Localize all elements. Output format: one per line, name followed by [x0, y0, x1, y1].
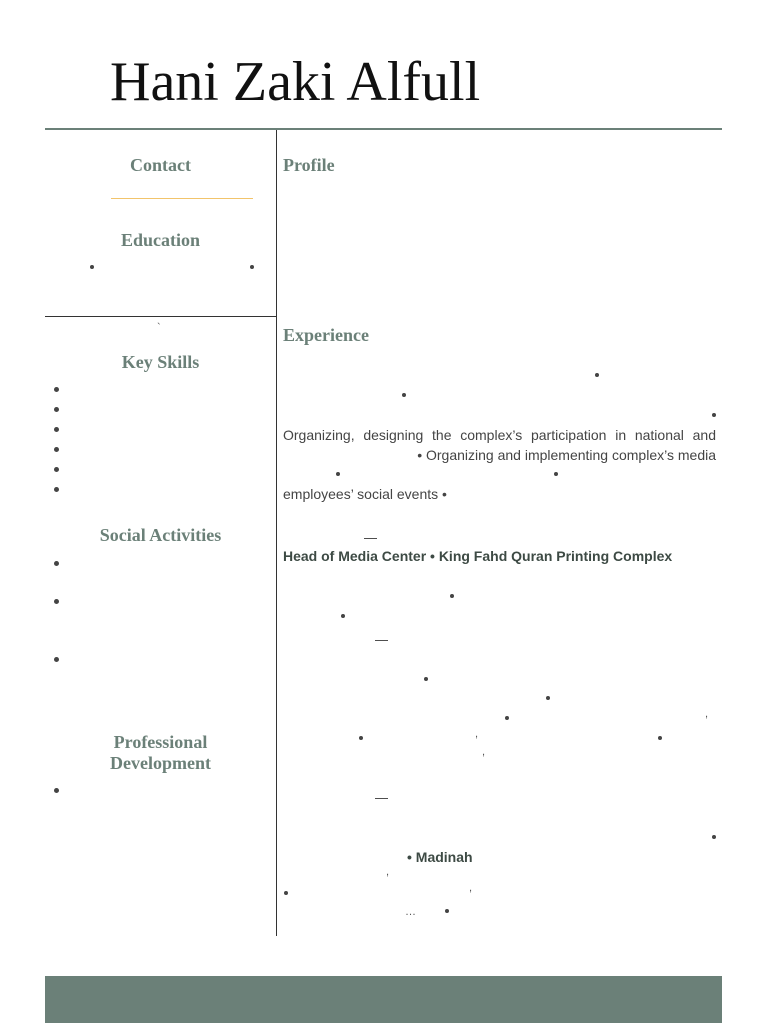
skill-bullet — [54, 387, 59, 392]
development-bullet — [54, 788, 59, 793]
skill-bullet — [54, 447, 59, 452]
location-text: • Madinah — [407, 849, 473, 865]
date-dash: — — [375, 632, 388, 647]
comma-mark: , — [475, 728, 479, 740]
experience-text-line: employees’ social events • — [283, 486, 447, 502]
professional-development-heading: Professional Development — [110, 732, 211, 773]
experience-bullet — [595, 373, 599, 377]
job-bullet — [424, 677, 428, 681]
job-bullet — [505, 716, 509, 720]
header-divider — [45, 128, 722, 130]
experience-text-line: Organizing, designing the complex’s participation in national and — [283, 427, 716, 443]
activity-bullet — [54, 561, 59, 566]
column-divider — [276, 130, 277, 936]
resume-name: Hani Zaki Alfull — [110, 51, 481, 113]
profile-heading: Profile — [283, 155, 335, 175]
key-skills-heading: Key Skills — [121, 352, 200, 372]
skill-bullet — [54, 487, 59, 492]
experience-bullet — [712, 413, 716, 417]
comma-mark: , — [705, 708, 709, 720]
job-bullet — [546, 696, 550, 700]
comma-mark: , — [482, 746, 486, 758]
education-bullet — [90, 265, 94, 269]
job-bullet — [284, 891, 288, 895]
date-dash: — — [375, 790, 388, 805]
experience-heading: Experience — [283, 325, 369, 345]
skill-bullet — [54, 407, 59, 412]
experience-bullet — [554, 472, 558, 476]
comma-mark: , — [386, 866, 390, 878]
education-bullet — [250, 265, 254, 269]
education-heading: Education — [120, 230, 201, 250]
job-bullet — [359, 736, 363, 740]
job-title: Head of Media Center • King Fahd Quran Printing Complex — [283, 548, 673, 564]
activity-bullet — [54, 657, 59, 662]
job-bullet — [450, 594, 454, 598]
social-activities-heading: Social Activities — [99, 525, 222, 545]
experience-bullet — [336, 472, 340, 476]
activity-bullet — [54, 599, 59, 604]
contact-heading: Contact — [130, 155, 191, 175]
job-bullet — [341, 614, 345, 618]
footer-band — [45, 976, 722, 1023]
stray-mark: ` — [157, 322, 161, 334]
ellipsis-mark: … — [405, 906, 416, 918]
job-bullet — [445, 909, 449, 913]
date-dash: — — [364, 530, 377, 545]
sidebar-divider — [45, 316, 276, 317]
job-bullet — [712, 835, 716, 839]
job-bullet — [658, 736, 662, 740]
skill-bullet — [54, 427, 59, 432]
comma-mark: , — [469, 882, 473, 894]
skill-bullet — [54, 467, 59, 472]
experience-text-line: • Organizing and implementing complex’s media — [417, 447, 716, 463]
contact-underline — [111, 198, 253, 199]
experience-bullet — [402, 393, 406, 397]
